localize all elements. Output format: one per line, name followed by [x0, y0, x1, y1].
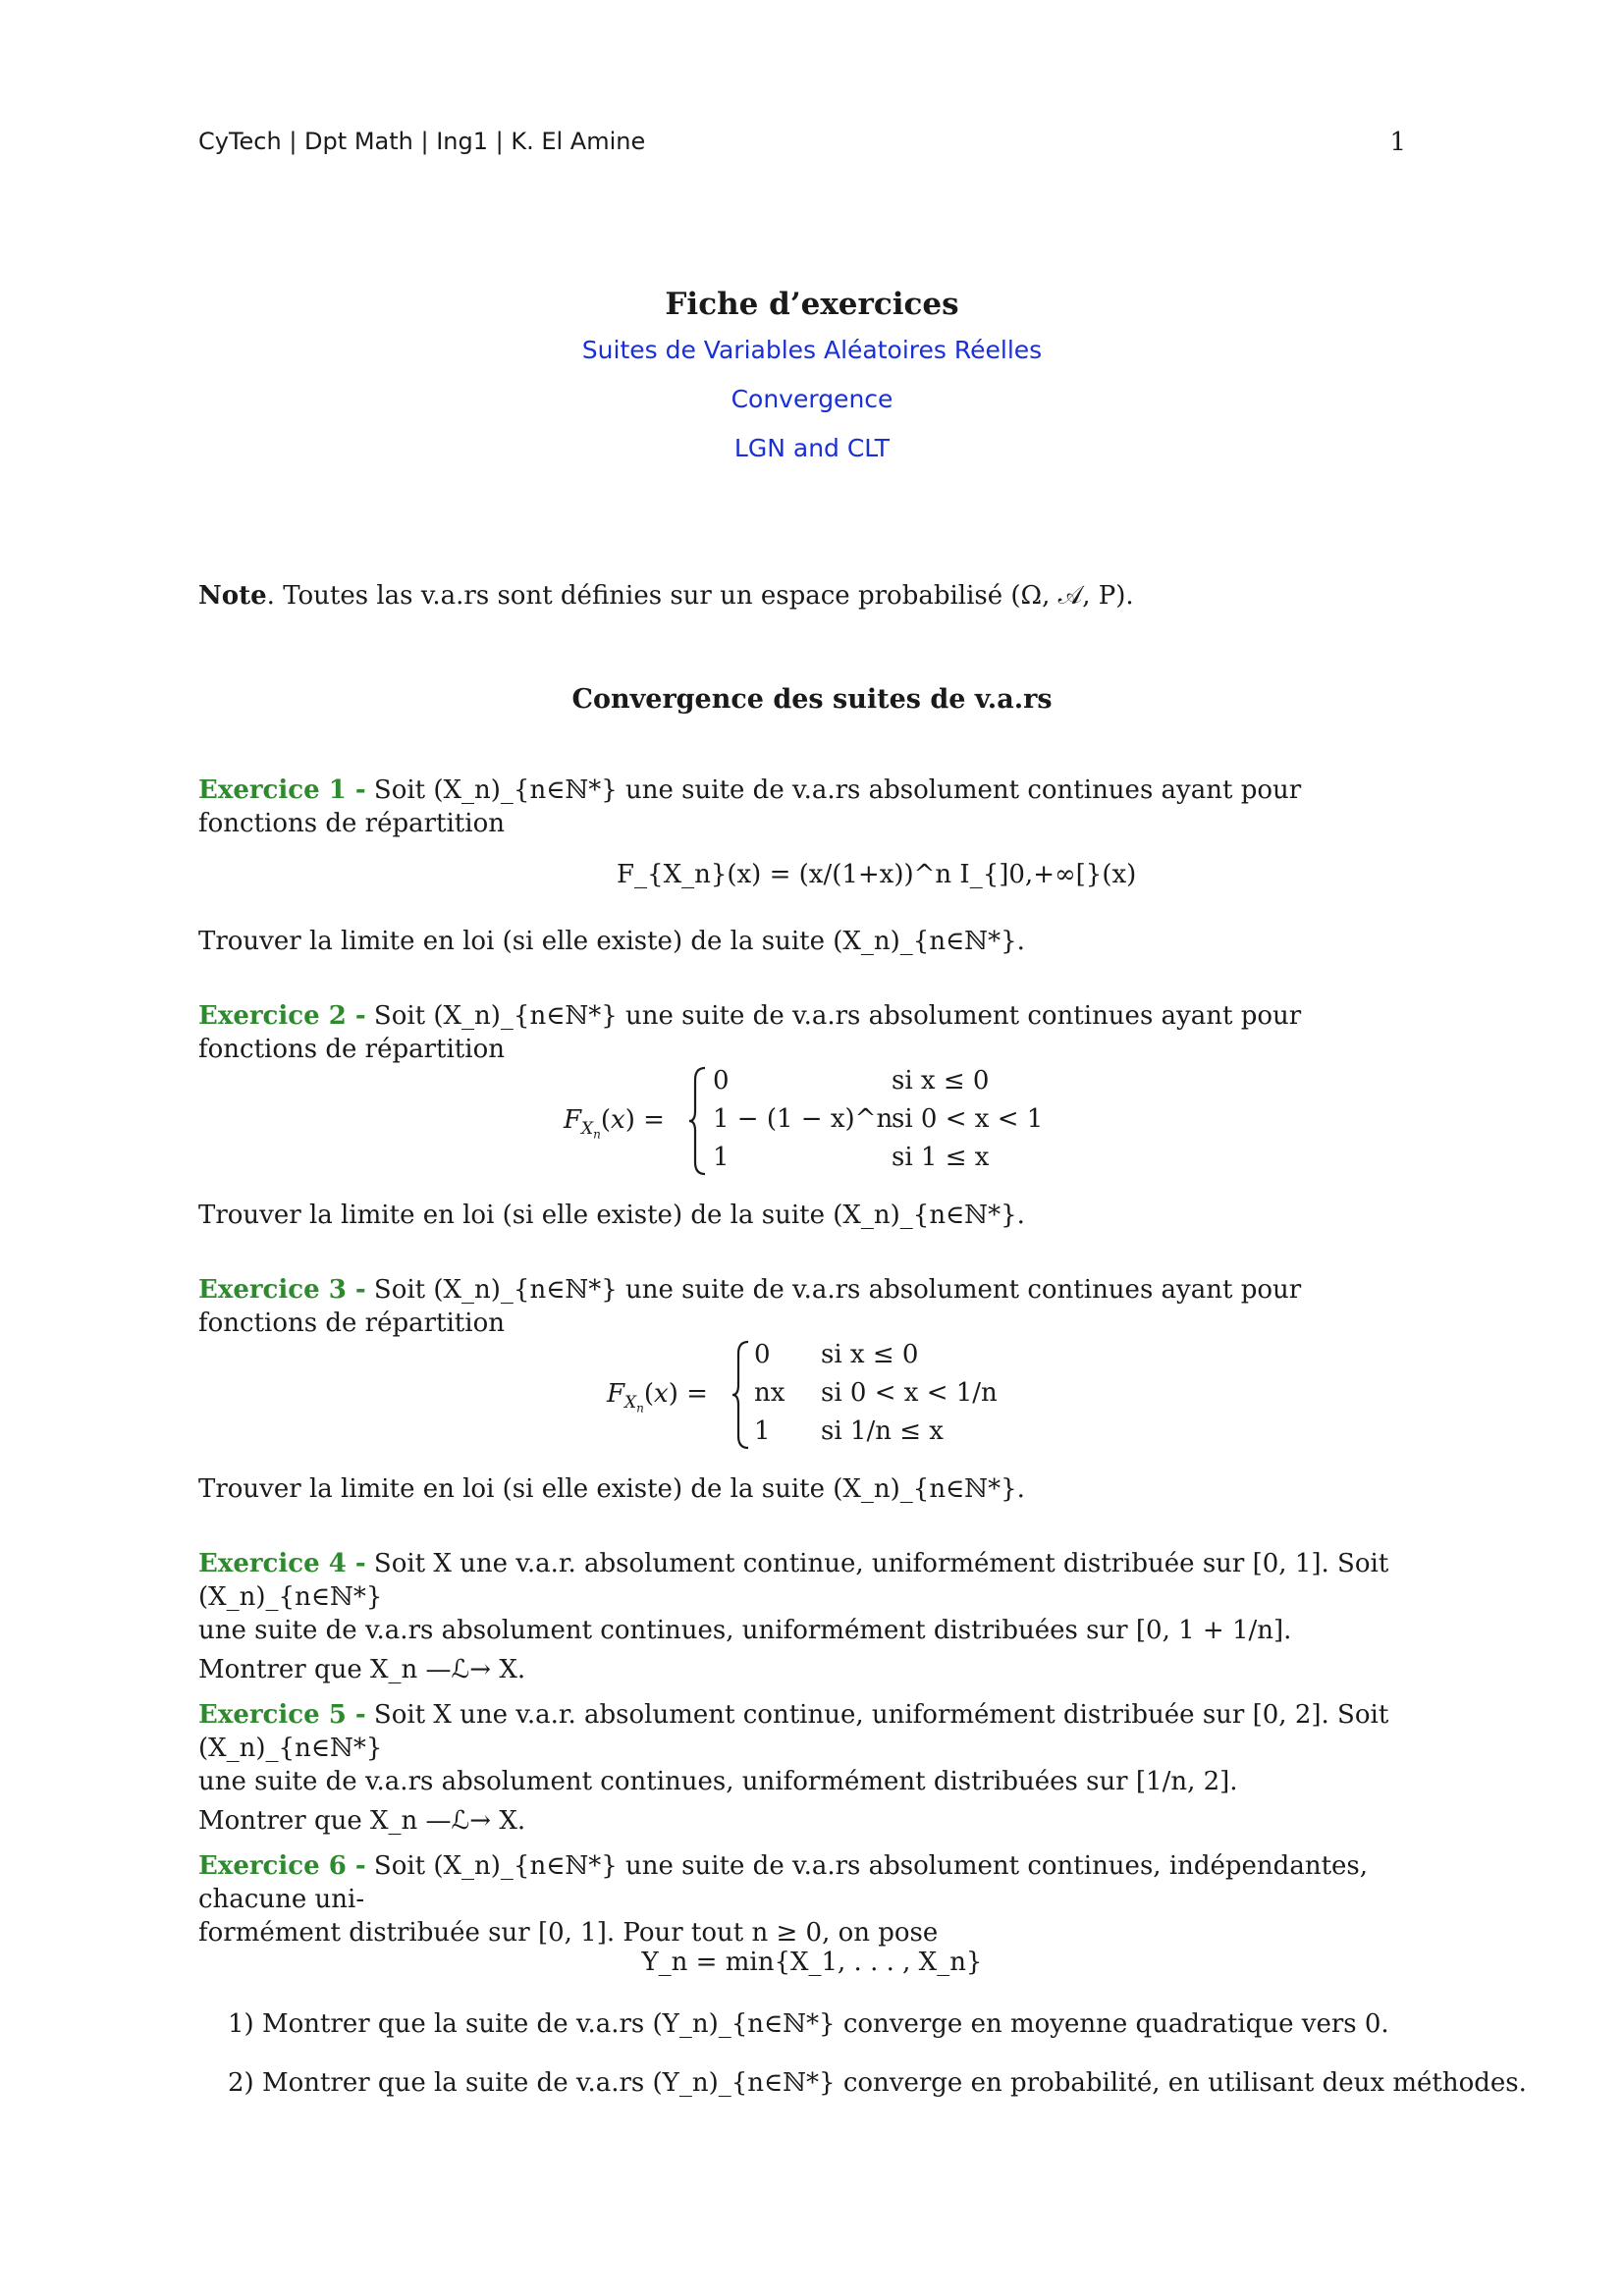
exercise-4 [198, 1547, 1406, 1686]
exercise-2-brace [687, 1066, 709, 1176]
exercise-5 [198, 1698, 1406, 1838]
exercise-2-conclusion: Trouver la limite en loi (si elle existe) de la suite (X_n)_{n∈ℕ*}. [198, 1201, 1025, 1230]
exercise-2-case-1-cond: si x ≤ 0 [892, 1066, 990, 1095]
page-title: Fiche d’exercices [665, 287, 959, 322]
exercise-3-label: Exercice 3 - [198, 1275, 366, 1305]
exercise-3-case-3-cond: si 1/n ≤ x [821, 1416, 944, 1446]
exercise-5-label: Exercice 5 - [198, 1700, 366, 1730]
exercise-4-label: Exercice 4 - [198, 1549, 366, 1578]
exercise-6-formula: Y_n = min{X_1, . . . , X_n} [641, 1948, 983, 1977]
exercise-1-conclusion: Trouver la limite en loi (si elle existe) de la suite (X_n)_{n∈ℕ*}. [198, 927, 1025, 956]
exercise-2-case-3: 1 [713, 1143, 730, 1172]
exercise-4-line-2: une suite de v.a.rs absolument continues, uniformément distribuées sur [0, 1 + 1/n]. [198, 1616, 1292, 1645]
exercise-2-label: Exercice 2 - [198, 1001, 366, 1031]
exercise-6-item-1: 1) Montrer que la suite de v.a.rs (Y_n)_{n∈ℕ*} converge en moyenne quadratique vers 0. [228, 2009, 1389, 2039]
exercise-3-case-2: nx [754, 1378, 785, 1408]
exercise-6-label: Exercice 6 - [198, 1851, 366, 1881]
exercise-6-line-1: Exercice 6 - Soit (X_n)_{n∈ℕ*} une suite de v.a.rs absolument continues, indépendantes, chacune uni- [198, 1851, 1369, 1914]
exercise-2-case-2-cond: si 0 < x < 1 [892, 1104, 1044, 1134]
section-title: Convergence des suites de v.a.rs [571, 684, 1053, 715]
exercise-2-case-3-cond: si 1 ≤ x [892, 1143, 990, 1172]
exercise-1-label: Exercice 1 - [198, 775, 366, 805]
note-label: Note [198, 581, 267, 611]
exercise-1 [198, 774, 1406, 840]
exercise-3-brace [731, 1340, 752, 1450]
exercise-3-case-3: 1 [754, 1416, 771, 1446]
exercise-3-case-1: 0 [754, 1340, 771, 1369]
exercise-2 [198, 999, 1406, 1066]
subtitle-1: Suites de Variables Aléatoires Réelles [581, 336, 1043, 364]
note-paragraph [198, 581, 1406, 612]
exercise-5-line-1: Exercice 5 - Soit X une v.a.r. absolument continue, uniformément distribuée sur [0, 2]. Soit (X_n)_{n∈ℕ*} [198, 1700, 1389, 1763]
page-number: 1 [1389, 128, 1406, 157]
exercise-3-lhs: $F_{X_n}(x)$ = [607, 1379, 708, 1415]
exercise-4-line-3: Montrer que X_n —ℒ→ X. [198, 1655, 526, 1684]
exercise-6-item-2: 2) Montrer que la suite de v.a.rs (Y_n)_{n∈ℕ*} converge en probabilité, en utilisant deux méthodes. [228, 2068, 1527, 2098]
exercise-3-conclusion: Trouver la limite en loi (si elle existe) de la suite (X_n)_{n∈ℕ*}. [198, 1474, 1025, 1504]
exercise-5-line-2: une suite de v.a.rs absolument continues, uniformément distribuées sur [1/n, 2]. [198, 1767, 1238, 1796]
exercise-2-lhs: $F_{X_n}(x)$ = [564, 1105, 665, 1142]
note-text: . Toutes las v.a.rs sont définies sur un espace probabilisé (Ω, 𝒜, P). [266, 581, 1134, 611]
header-left: CyTech | Dpt Math | Ing1 | K. El Amine [198, 128, 646, 155]
exercise-3-case-1-cond: si x ≤ 0 [821, 1340, 919, 1369]
exercise-3-case-2-cond: si 0 < x < 1/n [821, 1378, 998, 1408]
exercise-4-line-1: Exercice 4 - Soit X une v.a.r. absolument continue, uniformément distribuée sur [0, 1]. Soit (X_n)_{n∈ℕ*} [198, 1549, 1389, 1612]
exercise-1-formula [617, 846, 1137, 915]
exercise-2-case-1: 0 [713, 1066, 730, 1095]
exercise-1-intro: Soit (X_n)_{n∈ℕ*} une suite de v.a.rs absolument continues ayant pour fonctions de répartition [198, 775, 1302, 838]
exercise-2-case-2: 1 − (1 − x)^n [713, 1104, 893, 1134]
exercise-1-formula-text: F_{X_n}(x) = (x/(1+x))^n I_{]0,+∞[}(x) [617, 860, 1137, 889]
exercise-3-intro: Soit (X_n)_{n∈ℕ*} une suite de v.a.rs absolument continues ayant pour fonctions de répartition [198, 1275, 1302, 1338]
exercise-6 [198, 1849, 1406, 1949]
exercise-2-intro: Soit (X_n)_{n∈ℕ*} une suite de v.a.rs absolument continues ayant pour fonctions de répartition [198, 1001, 1302, 1064]
subtitle-2: Convergence [731, 385, 893, 413]
exercise-3 [198, 1273, 1406, 1340]
subtitle-3: LGN and CLT [733, 434, 891, 462]
exercise-5-line-3: Montrer que X_n —ℒ→ X. [198, 1806, 526, 1836]
title-block [0, 287, 1624, 483]
exercise-6-line-2: formément distribuée sur [0, 1]. Pour tout n ≥ 0, on pose [198, 1918, 939, 1948]
